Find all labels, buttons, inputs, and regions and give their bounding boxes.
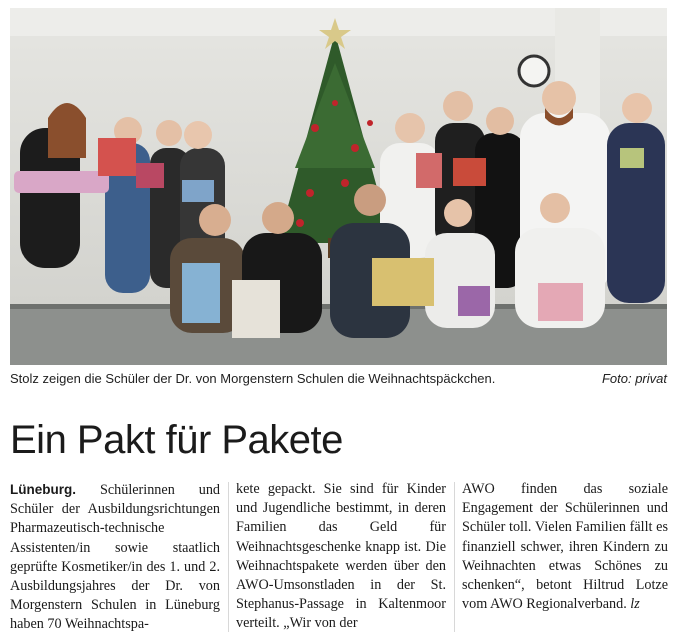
column-divider <box>454 482 455 632</box>
column-3-text: AWO finden das soziale Engagement der Schülerinnen und Schüler toll. Vielen Familien fällt es finanziell schwer, ihren Kindern zu Weihnachten etwas Schönes zu schenken“, betont Hiltrud Lotze vom AWO Regionalverband. <box>462 481 668 613</box>
column-divider <box>228 482 229 632</box>
dateline: Lüneburg. <box>10 482 76 497</box>
article-column-1 <box>10 480 220 635</box>
article-photo <box>10 8 667 365</box>
column-2-text: kete gepackt. Sie sind für Kinder und Jugendliche bestimmt, in deren Familien das Geld für Weihnachtsgeschenke knapp ist. Die Weihnachtspakete werden über den AWO-Umsonstladen in der St. Stephanus-Passage in Kaltenmoor verteilt. „Wir von der <box>236 481 446 632</box>
photo-caption <box>10 371 667 391</box>
article-headline: Ein Pakt für Pakete <box>10 418 343 462</box>
photo-illustration <box>10 8 667 365</box>
column-1-text: Schülerinnen und Schüler der Ausbildungsrichtungen Pharmazeutisch-technische Assistenten/in sowie staatlich geprüfte Kosmetiker/in des 1. und 2. Ausbildungsjahres der Dr. von Morgenstern Schulen in Lüneburg haben 70 Weihnachtspa- <box>10 482 221 633</box>
caption-text: Stolz zeigen die Schüler der Dr. von Morgenstern Schulen die Weihnachtspäckchen. <box>10 371 496 386</box>
photo-credit: Foto: privat <box>601 371 667 386</box>
article-column-3 <box>462 480 668 614</box>
author-signature: lz <box>630 596 640 613</box>
article-column-2 <box>236 480 446 634</box>
